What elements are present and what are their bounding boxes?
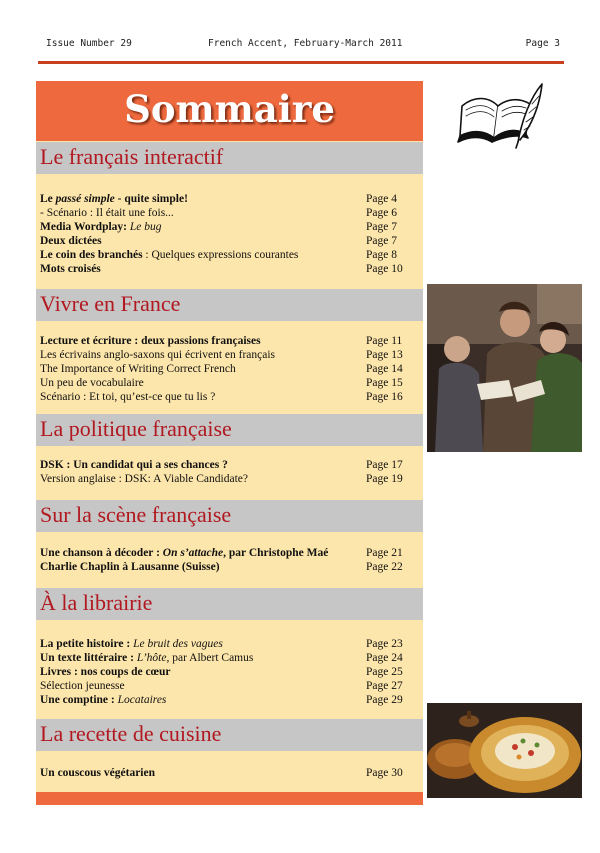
toc-page: Page 15 — [366, 377, 403, 389]
toc-page: Page 24 — [366, 652, 403, 664]
section-title: La recette de cuisine — [40, 721, 222, 746]
toc-entry[interactable]: Le coin des branchés : Quelques expressions courantes Page 8 — [40, 249, 397, 261]
toc-page: Page 8 — [366, 249, 397, 261]
section-header-recette-de-cuisine — [36, 719, 423, 751]
toc-entry[interactable]: Les écrivains anglo-saxons qui écrivent en français Page 13 — [40, 349, 403, 361]
toc-page: Page 19 — [366, 473, 403, 485]
publication-date: French Accent, February-March 2011 — [208, 38, 403, 49]
toc-page: Page 25 — [366, 666, 403, 678]
section-entries-librairie — [40, 637, 416, 707]
header-rule — [38, 61, 564, 64]
toc-entry[interactable]: Livres : nos coups de cœur Page 25 — [40, 666, 403, 678]
toc-page: Page 7 — [366, 221, 397, 233]
toc-entry[interactable]: Media Wordplay: Le bug Page 7 — [40, 221, 397, 233]
toc-page: Page 13 — [366, 349, 403, 361]
toc-entry[interactable]: La petite histoire : Le bruit des vagues Page 23 — [40, 638, 403, 650]
toc-entry[interactable]: Une comptine : Locataires Page 29 — [40, 694, 403, 706]
section-entries-vivre-en-france — [40, 334, 416, 404]
toc-entry[interactable]: DSK : Un candidat qui a ses chances ? Page 17 — [40, 459, 403, 471]
page-number: Page 3 — [525, 38, 560, 49]
toc-entry[interactable]: Un couscous végétarien Page 30 — [40, 767, 403, 779]
toc-entry[interactable]: Mots croisés Page 10 — [40, 263, 403, 275]
section-header-vivre-en-france — [36, 289, 423, 321]
toc-page: Page 23 — [366, 638, 403, 650]
toc-page: Page 22 — [366, 561, 403, 573]
toc-entry[interactable]: Un texte littéraire : L’hôte, par Albert Camus Page 24 — [40, 652, 403, 664]
open-book-quill-icon — [456, 80, 546, 150]
toc-entry[interactable]: Deux dictées Page 7 — [40, 235, 397, 247]
toc-entry[interactable]: Charlie Chaplin à Lausanne (Suisse) Page 22 — [40, 561, 403, 573]
section-title: À la librairie — [40, 590, 153, 615]
couscous-photo — [427, 703, 582, 798]
toc-entry[interactable]: Version anglaise : DSK: A Viable Candidate? Page 19 — [40, 473, 403, 485]
section-header-librairie — [36, 588, 423, 620]
toc-page: Page 16 — [366, 391, 403, 403]
section-title: Le français interactif — [40, 144, 224, 169]
bottom-band — [36, 792, 423, 805]
title-band — [36, 81, 423, 141]
section-title: Vivre en France — [40, 291, 181, 316]
toc-entry[interactable]: Une chanson à décoder : On s’attache, par Christophe Maé Page 21 — [40, 547, 403, 559]
toc-page: Page 14 — [366, 363, 403, 375]
toc-page: Page 4 — [366, 193, 397, 205]
section-entries-recette-de-cuisine — [40, 766, 416, 780]
toc-entry[interactable]: - Scénario : Il était une fois... Page 6 — [40, 207, 397, 219]
section-header-francais-interactif — [36, 142, 423, 174]
toc-entry[interactable]: Le passé simple - quite simple! Page 4 — [40, 193, 397, 205]
toc-page: Page 29 — [366, 694, 403, 706]
toc-page: Page 11 — [366, 335, 403, 347]
section-title: La politique française — [40, 416, 232, 441]
page-header — [46, 38, 560, 52]
readers-photo — [427, 284, 582, 452]
section-entries-scene-francaise — [40, 546, 416, 574]
issue-number: Issue Number 29 — [46, 38, 132, 49]
toc-page: Page 10 — [366, 263, 403, 275]
toc-entry[interactable]: Scénario : Et toi, qu’est-ce que tu lis ? Page 16 — [40, 391, 403, 403]
toc-page: Page 7 — [366, 235, 397, 247]
toc-entry[interactable]: Un peu de vocabulaire Page 15 — [40, 377, 403, 389]
section-header-politique-francaise — [36, 414, 423, 446]
toc-entry[interactable]: The Importance of Writing Correct French Page 14 — [40, 363, 403, 375]
section-entries-francais-interactif — [40, 192, 416, 276]
section-header-scene-francaise — [36, 500, 423, 532]
page-title: Sommaire — [124, 87, 335, 131]
toc-page: Page 17 — [366, 459, 403, 471]
toc-page: Page 21 — [366, 547, 403, 559]
section-entries-politique-francaise — [40, 458, 416, 486]
toc-page: Page 27 — [366, 680, 403, 692]
section-title: Sur la scène française — [40, 502, 232, 527]
toc-entry[interactable]: Sélection jeunesse Page 27 — [40, 680, 403, 692]
toc-entry[interactable]: Lecture et écriture : deux passions françaises Page 11 — [40, 335, 403, 347]
table-of-contents — [36, 81, 423, 805]
toc-page: Page 6 — [366, 207, 397, 219]
toc-page: Page 30 — [366, 767, 403, 779]
